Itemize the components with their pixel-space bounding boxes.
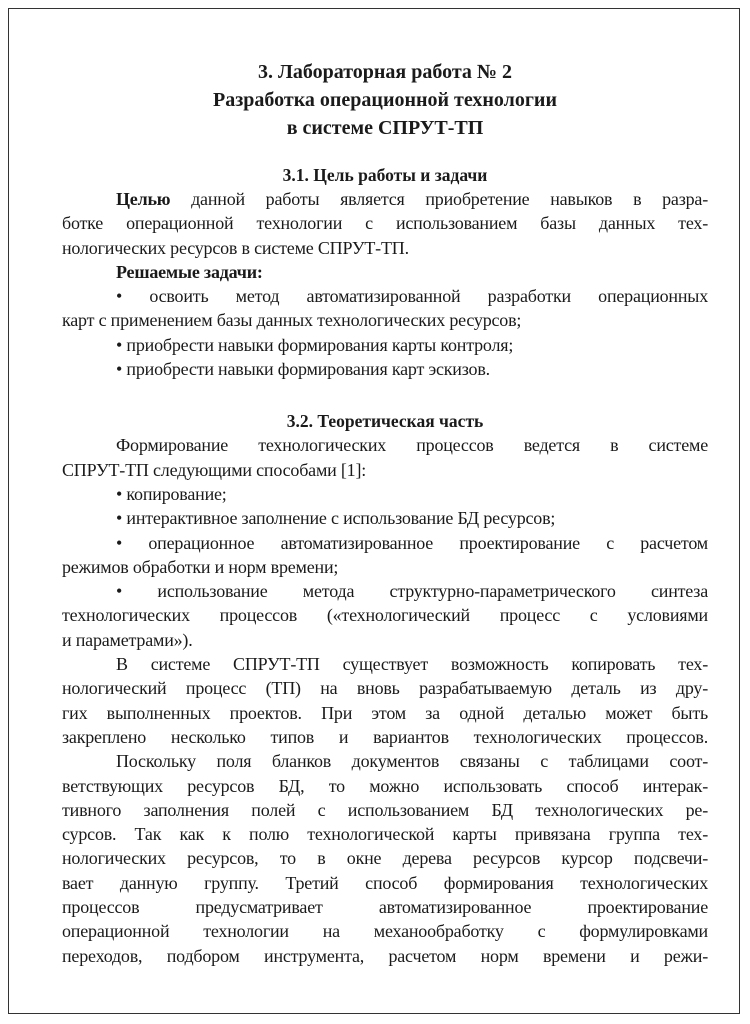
- title-line-3: в системе СПРУТ-ТП: [286, 117, 484, 139]
- paragraph-line: ботке операционной технологии с использованием базы данных тех-: [62, 213, 708, 234]
- paragraph-line: ветствующих ресурсов БД, то можно использовать способ интерак-: [62, 775, 708, 796]
- paragraph-line: Формирование технологических процессов ведется в системе: [116, 435, 708, 456]
- text-span: данной работы является приобретение навыков в разра-: [170, 189, 708, 209]
- title-line-2: Разработка операционной технологии: [213, 89, 557, 111]
- paragraph-line: гих выполненных проектов. При этом за одной деталью может быть: [62, 702, 708, 723]
- tasks-heading: Решаемые задачи:: [116, 261, 263, 282]
- paragraph-line: переходов, подбором инструмента, расчетом норм времени и режи-: [62, 945, 708, 966]
- paragraph-line: [62, 187, 708, 211]
- paragraph-line: процессов предусматривает автоматизированное проектирование: [62, 897, 708, 918]
- title-line-1: 3. Лабораторная работа № 2: [257, 61, 513, 83]
- list-item-cont: режимов обработки и норм времени;: [62, 556, 339, 577]
- list-item: • операционное автоматизированное проектирование с расчетом: [116, 532, 708, 553]
- list-item: • приобрести навыки формирования карты контроля;: [116, 334, 514, 355]
- list-item-cont: технологических процессов («технологический процесс с условиями: [62, 605, 708, 626]
- paragraph-line: тивного заполнения полей с использованием БД технологических ре-: [62, 799, 708, 820]
- list-item-cont: и параметрами»).: [62, 629, 193, 650]
- paragraph-line: нологических ресурсов, то в окне дерева ресурсов курсор подсвечи-: [62, 848, 708, 869]
- paragraph-line: нологический процесс (ТП) на вновь разрабатываемую деталь из дру-: [62, 678, 708, 699]
- paragraph-line: операционной технологии на механообработку с формулировками: [62, 921, 708, 942]
- list-item: • использование метода структурно-параметрического синтеза: [116, 581, 708, 602]
- goal-bold: Целью: [116, 189, 171, 209]
- paragraph-line: СПРУТ-ТП следующими способами [1]:: [62, 459, 367, 480]
- list-item: • приобрести навыки формирования карт эскизов.: [116, 359, 490, 380]
- list-item: • интерактивное заполнение с использование БД ресурсов;: [116, 508, 556, 529]
- list-item: • освоить метод автоматизированной разработки операционных: [116, 286, 708, 307]
- paragraph-line: нологических ресурсов в системе СПРУТ-ТП.: [62, 237, 409, 258]
- document-page: [62, 58, 708, 968]
- paragraph-line: закреплено несколько типов и вариантов технологических процессов.: [62, 726, 708, 747]
- list-item: • копирование;: [116, 483, 227, 504]
- paragraph-line: Поскольку поля бланков документов связаны с таблицами соот-: [116, 751, 708, 772]
- paragraph-line: сурсов. Так как к полю технологической карты привязана группа тех-: [62, 824, 708, 845]
- section-heading-1: 3.1. Цель работы и задачи: [282, 165, 488, 185]
- section-heading-2: 3.2. Теоретическая часть: [286, 411, 484, 432]
- paragraph-line: вает данную группу. Третий способ формирования технологических: [62, 872, 708, 893]
- paragraph-line: В системе СПРУТ-ТП существует возможность копировать тех-: [116, 654, 708, 675]
- list-item-cont: карт с применением базы данных технологических ресурсов;: [62, 310, 522, 331]
